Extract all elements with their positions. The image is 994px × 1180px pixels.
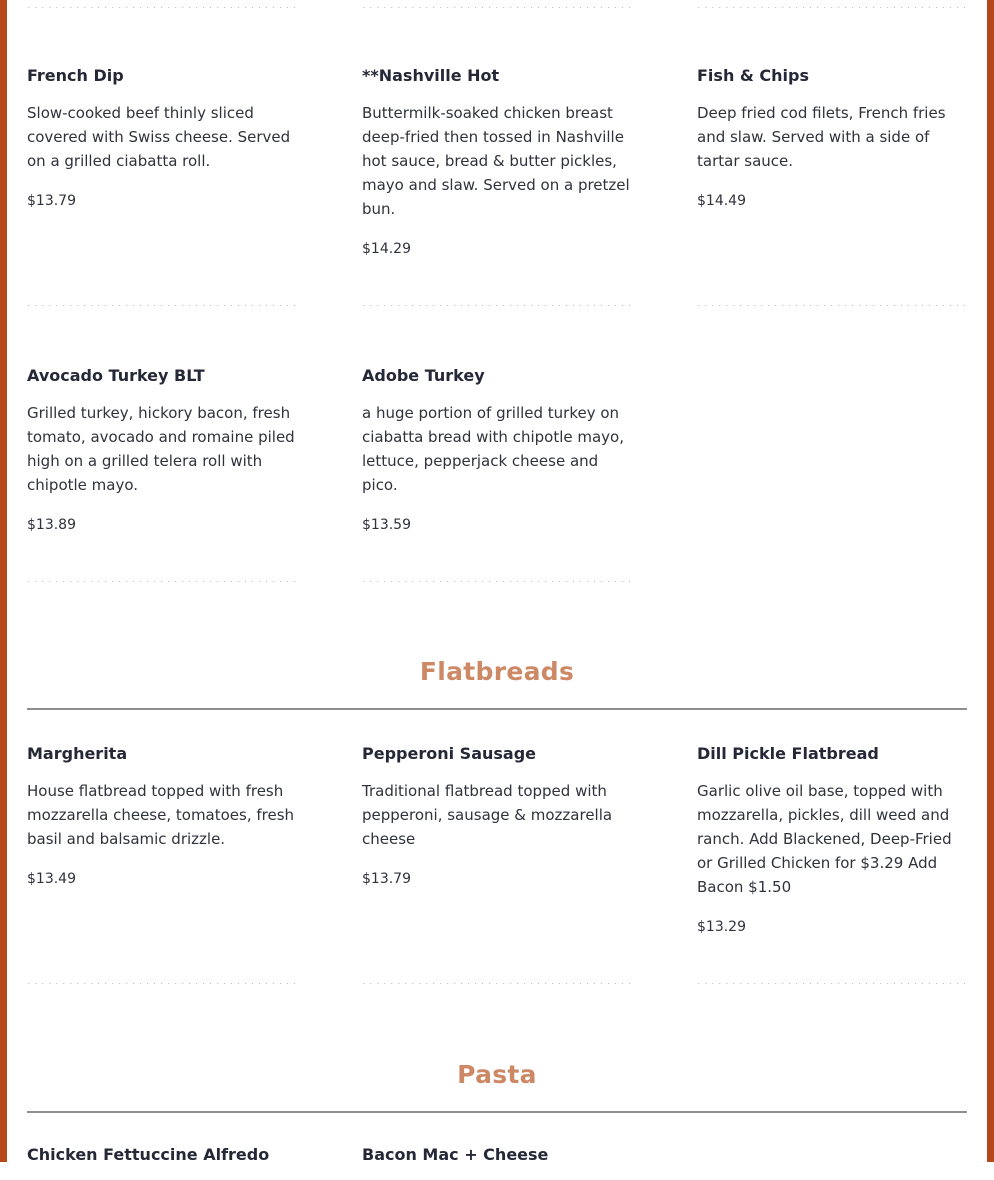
menu-item-fish-chips[interactable] (697, 65, 969, 211)
item-price: $13.49 (27, 871, 76, 887)
item-name: Bacon Mac + Cheese (362, 1145, 549, 1164)
item-name: Adobe Turkey (362, 366, 485, 385)
item-name: Chicken Fettuccine Alfredo (27, 1145, 270, 1164)
item-description: Grilled turkey, hickory bacon, fresh tomato, avocado and romaine piled high on a grilled telera roll with chipotle mayo. (27, 404, 295, 494)
item-description: a huge portion of grilled turkey on ciabatta bread with chipotle mayo, lettuce, pepperjack cheese and pico. (362, 404, 624, 494)
section-title-pasta: Pasta (457, 1060, 537, 1089)
item-name: Margherita (27, 744, 128, 763)
item-name: **Nashville Hot (362, 66, 500, 85)
item-price: $13.59 (362, 517, 411, 533)
menu-item-adobe-turkey[interactable] (362, 365, 634, 535)
menu-item-french-dip[interactable] (27, 65, 299, 211)
item-name: Pepperoni Sausage (362, 744, 536, 763)
menu-item-nashville-hot[interactable] (362, 65, 634, 259)
item-description: Traditional flatbread topped with pepperoni, sausage & mozzarella cheese (362, 782, 613, 848)
dotted-separator (362, 302, 632, 306)
section-title-flatbreads: Flatbreads (419, 657, 575, 686)
item-description: Slow-cooked beef thinly sliced covered with Swiss cheese. Served on a grilled ciabatta roll. (27, 104, 291, 170)
item-price: $14.29 (362, 241, 411, 257)
dotted-separator (697, 302, 967, 306)
item-name: Dill Pickle Flatbread (697, 744, 879, 763)
item-price: $13.79 (362, 871, 411, 887)
item-name: French Dip (27, 66, 124, 85)
menu-item-bacon-mac-cheese[interactable] (362, 1144, 634, 1180)
dotted-separator (697, 4, 967, 8)
dotted-separator (27, 302, 297, 306)
item-name: Fish & Chips (697, 66, 810, 85)
menu-item-chicken-fettuccine-alfredo[interactable] (27, 1144, 299, 1180)
item-name: Avocado Turkey BLT (27, 366, 205, 385)
menu-item-dill-pickle-flatbread[interactable] (697, 743, 969, 937)
left-border-stripe (0, 0, 7, 1162)
menu-item-pepperoni-sausage[interactable] (362, 743, 634, 889)
item-description: Deep fried cod filets, French fries and slaw. Served with a side of tartar sauce. (697, 104, 946, 170)
item-price: $13.89 (27, 517, 76, 533)
dotted-separator (697, 980, 967, 984)
right-border-stripe (987, 0, 994, 1162)
dotted-separator (362, 980, 632, 984)
menu-item-avocado-turkey-blt[interactable] (27, 365, 299, 535)
item-description: Buttermilk-soaked chicken breast deep-fried then tossed in Nashville hot sauce, bread & butter pickles, mayo and slaw. Served on a pretzel bun. (362, 104, 630, 218)
item-price: $13.29 (697, 919, 746, 935)
dotted-separator (27, 578, 297, 582)
menu-item-margherita[interactable] (27, 743, 299, 889)
item-price: $14.49 (697, 193, 746, 209)
item-description: House flatbread topped with fresh mozzarella cheese, tomatoes, fresh basil and balsamic drizzle. (27, 782, 295, 848)
section-divider (27, 1111, 967, 1113)
item-description: Garlic olive oil base, topped with mozzarella, pickles, dill weed and ranch. Add Blackened, Deep-Fried or Grilled Chicken for $3.29 Add Bacon $1.50 (697, 782, 952, 896)
item-price: $13.79 (27, 193, 76, 209)
dotted-separator (27, 4, 297, 8)
dotted-separator (27, 980, 297, 984)
dotted-separator (362, 4, 632, 8)
dotted-separator (362, 578, 632, 582)
section-divider (27, 708, 967, 710)
